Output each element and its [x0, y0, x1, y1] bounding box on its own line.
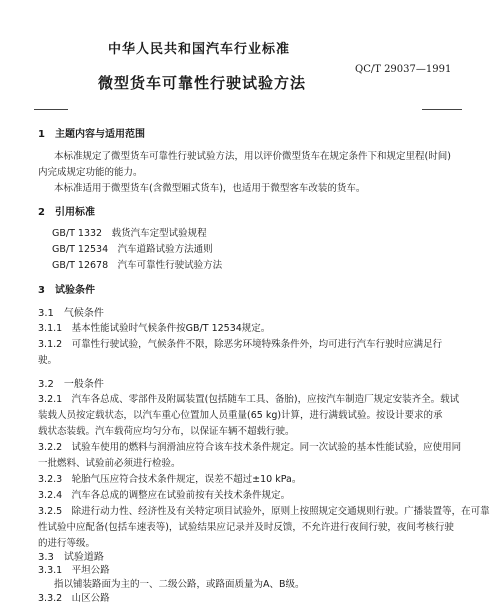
section-3-1-heading: 3.1 气候条件	[38, 308, 104, 319]
clause-3-3-1-heading: 3.3.1 平坦公路	[38, 565, 110, 576]
clause-3-2-5-line-1: 3.2.5 除进行动力性、经济性及有关特定项目试验外，原则上按照规定交通规则行驶。广播装置等，在可靠	[38, 506, 490, 517]
rule-left	[34, 109, 68, 110]
standard-code: QC/T 29037—1991	[355, 64, 452, 75]
clause-3-1-2-line-1: 3.1.2 可靠性行驶试验，气候条件不限，除恶劣环境特殊条件外，均可进行汽车行驶时应满足行	[38, 339, 443, 350]
reference-item: GB/T 1332 载货汽车定型试验规程	[52, 228, 207, 239]
clause-3-2-2-line-1: 3.2.2 试验车使用的燃料与润滑油应符合该车技术条件规定。同一次试验的基本性能试验，应使用同	[38, 442, 462, 453]
section-3-2-heading: 3.2 一般条件	[38, 379, 104, 390]
clause-3-3-2-heading: 3.3.2 山区公路	[38, 593, 110, 604]
reference-item: GB/T 12534 汽车道路试验方法通则	[52, 244, 213, 255]
clause-3-2-1-line-1: 3.2.1 汽车各总成、零部件及附属装置(包括随车工具、备胎)，应按汽车制造厂规定安装齐全。载试	[38, 394, 460, 405]
section-3-3-heading: 3.3 试验道路	[38, 552, 104, 563]
clause-3-2-1-line-3: 载状态装载。汽车载荷应均匀分布，以保证车辆不超载行驶。	[38, 426, 295, 437]
reference-item: GB/T 12678 汽车可靠性行驶试验方法	[52, 260, 223, 271]
clause-3-2-4: 3.2.4 汽车各总成的调整应在试验前按有关技术条件规定。	[38, 490, 291, 501]
clause-3-1-1: 3.1.1 基本性能试验时气候条件按GB/T 12534规定。	[38, 323, 271, 334]
section-3-heading: 3 试验条件	[38, 285, 95, 296]
section-1-para-1-line-2: 内完成规定功能的能力。	[38, 167, 143, 178]
document-title: 微型货车可靠性行驶试验方法	[98, 74, 307, 92]
standard-org-title: 中华人民共和国汽车行业标准	[108, 42, 291, 57]
section-2-heading: 2 引用标准	[38, 207, 95, 218]
clause-3-2-5-line-3: 的进行等级。	[38, 538, 96, 549]
section-1-para-1-line-1: 本标准规定了微型货车可靠性行驶试验方法，用以评价微型货车在规定条件下和规定里程(时间)	[54, 151, 451, 162]
clause-3-2-1-line-2: 装载人员按定载状态，以汽车重心位置加人员重量(65 kg)计算，进行满载试验。按设计要求的承	[38, 410, 443, 421]
clause-3-3-1-text: 指以铺装路面为主的一、二级公路，或路面质量为A、B级。	[54, 579, 305, 590]
rule-right	[422, 109, 462, 110]
section-1-heading: 1 主题内容与适用范围	[38, 129, 145, 140]
clause-3-2-5-line-2: 性试验中应配备(包括车速表等)，试验结果应记录并及时反馈，不允许进行夜间行驶，夜间考核行驶	[38, 522, 454, 533]
clause-3-1-2-line-2: 驶。	[38, 355, 58, 366]
clause-3-2-2-line-2: 一批燃料、试验前必须进行检验。	[38, 458, 181, 469]
clause-3-2-3: 3.2.3 轮胎气压应符合技术条件规定，误差不超过±10 kPa。	[38, 474, 302, 485]
section-1-para-2: 本标准适用于微型货车(含微型厢式货车)，也适用于微型客车改装的货车。	[54, 183, 366, 194]
